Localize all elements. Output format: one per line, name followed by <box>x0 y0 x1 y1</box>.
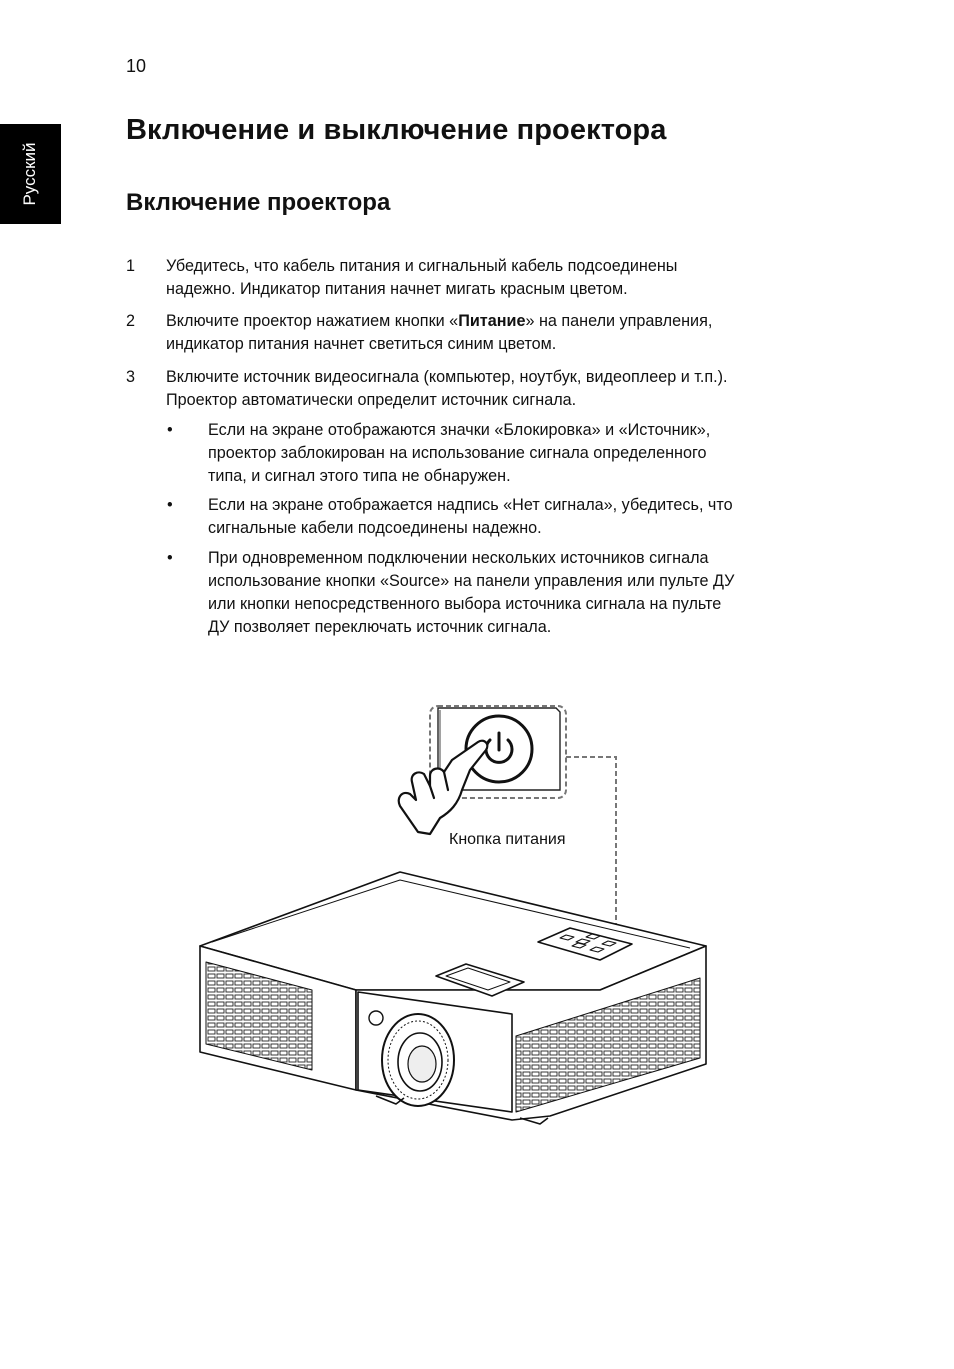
power-keyword: Питание <box>458 312 526 330</box>
bullet-line: типа, и сигнал этого типа не обнаружен. <box>208 467 511 485</box>
step-text <box>166 310 826 356</box>
bullet-line: Если на экране отображается надпись «Нет сигнала», убедитесь, что <box>208 496 733 514</box>
language-tab <box>0 124 61 224</box>
language-tab-label: Русский <box>20 142 39 206</box>
bullet-dot: • <box>167 549 173 567</box>
bullet-line: проектор заблокирован на использование сигнала определенного <box>208 444 707 462</box>
step-line: индикатор питания начнет светиться синим цветом. <box>166 335 557 353</box>
step-line: Включите источник видеосигнала (компьютер, ноутбук, видеоплеер и т.п.). <box>166 368 728 386</box>
page-title: Включение и выключение проектора <box>126 114 667 146</box>
bullet-line: или кнопки непосредственного выбора источника сигнала на пульте <box>208 595 722 613</box>
step-line <box>166 310 826 333</box>
step-number: 3 <box>126 368 136 386</box>
bullet-line: ДУ позволяет переключать источник сигнала. <box>208 618 552 636</box>
power-button-label: Кнопка питания <box>449 831 566 848</box>
step-text-pre: Включите проектор нажатием кнопки « <box>166 312 459 330</box>
step-line: Проектор автоматически определит источник сигнала. <box>166 391 577 409</box>
projector-illustration <box>190 690 730 1160</box>
bullet-dot: • <box>167 421 173 439</box>
step-text <box>166 366 826 412</box>
step-text-post: » на панели управления, <box>525 312 713 330</box>
bullet-text <box>208 547 818 639</box>
bullet-line: Если на экране отображаются значки «Блокировка» и «Источник», <box>208 421 711 439</box>
bullet-text <box>208 419 818 488</box>
bullet-line: При одновременном подключении нескольких источников сигнала <box>208 549 709 567</box>
step-text <box>166 255 826 301</box>
bullet-dot: • <box>167 496 173 514</box>
section-title: Включение проектора <box>126 189 391 216</box>
bullet-line: сигнальные кабели подсоединены надежно. <box>208 519 542 537</box>
step-line: надежно. Индикатор питания начнет мигать красным цветом. <box>166 280 628 298</box>
bullet-text <box>208 494 818 540</box>
step-number: 1 <box>126 257 136 275</box>
page-number: 10 <box>126 56 147 76</box>
bullet-line: использование кнопки «Source» на панели управления или пульте ДУ <box>208 572 735 590</box>
step-line: Убедитесь, что кабель питания и сигнальный кабель подсоединены <box>166 257 678 275</box>
projector <box>200 872 706 1124</box>
step-number: 2 <box>126 312 136 330</box>
